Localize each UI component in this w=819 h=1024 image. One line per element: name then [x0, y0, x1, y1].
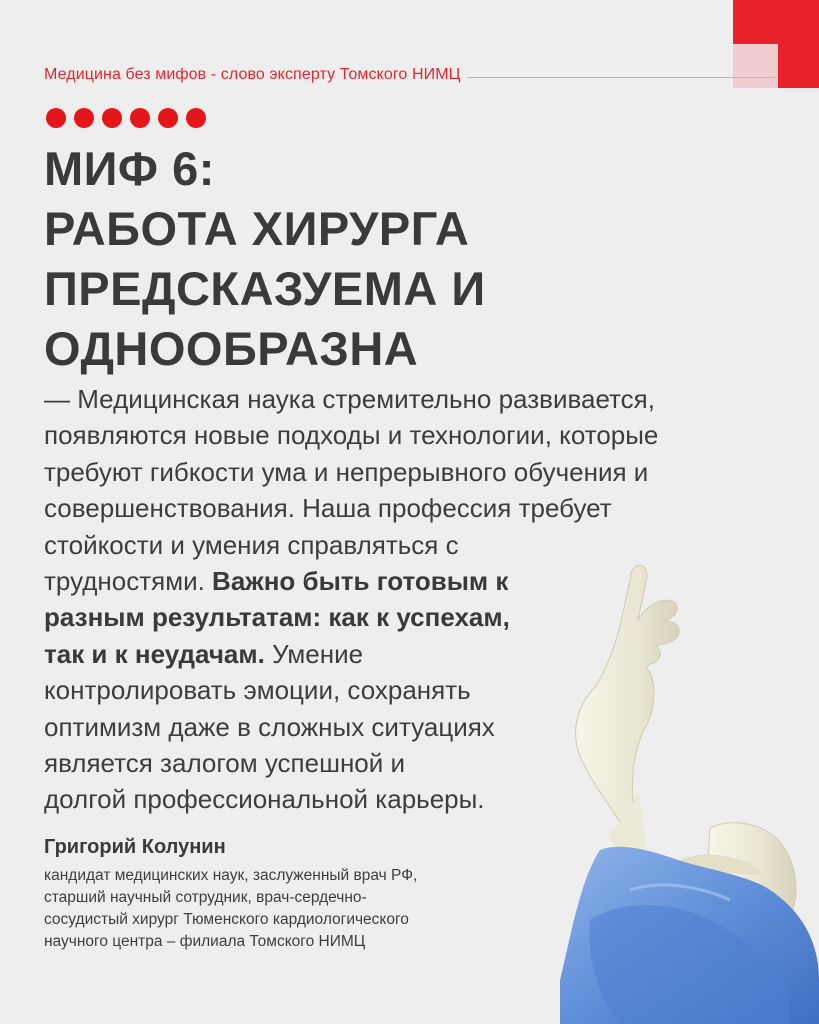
title-line: ОДНООБРАЗНА	[44, 322, 419, 375]
dots-decoration	[46, 108, 206, 128]
quote-line: является залогом успешной и	[44, 748, 406, 779]
credential-line: старший научный сотрудник, врач-сердечно-	[44, 889, 367, 906]
dot-icon	[158, 108, 178, 128]
quote-line	[44, 636, 764, 672]
quote-line: оптимизм даже в сложных ситуациях	[44, 711, 495, 742]
quote-line: появляются новые подходы и технологии, которые	[44, 420, 659, 451]
quote-line: — Медицинская наука стремительно развивается,	[44, 384, 655, 414]
dot-icon	[130, 108, 150, 128]
quote-text-plain: Умение	[264, 638, 364, 669]
quote-text-plain: трудностями.	[44, 566, 213, 597]
corner-decoration	[733, 0, 819, 44]
dot-icon	[186, 108, 206, 128]
quote-line	[44, 599, 764, 635]
quote-line: контролировать эмоции, сохранять	[44, 675, 471, 706]
author-name: Григорий Колунин	[44, 836, 226, 858]
header-divider	[467, 77, 775, 78]
quote-text	[44, 381, 764, 818]
header-text: Медицина без мифов - слово эксперту Томского НИМЦ	[44, 66, 461, 83]
credential-line: сосудистый хирург Тюменского кардиологического	[44, 911, 409, 928]
quote-text-bold: так и к неудачам.	[44, 638, 265, 669]
quote-line: долгой профессиональной карьеры.	[44, 784, 485, 815]
credential-line: кандидат медицинских наук, заслуженный врач РФ,	[44, 867, 418, 884]
dot-icon	[74, 108, 94, 128]
title-line: МИФ 6:	[44, 142, 215, 195]
quote-line: совершенствования. Наша профессия требует	[44, 493, 612, 524]
title-line: РАБОТА ХИРУРГА	[44, 202, 470, 255]
credential-line: научного центра – филиала Томского НИМЦ	[44, 933, 366, 950]
title-line: ПРЕДСКАЗУЕМА И	[44, 262, 486, 315]
quote-line: стойкости и умения справляться с	[44, 529, 459, 560]
quote-text-bold: Важно быть готовым к	[212, 566, 509, 597]
dot-icon	[46, 108, 66, 128]
corner-decoration	[778, 44, 819, 88]
quote-line: требуют гибкости ума и непрерывного обучения и	[44, 456, 649, 487]
quote-line	[44, 563, 764, 599]
quote-text-bold: разным результатам: как к успехам,	[44, 602, 510, 633]
header	[44, 66, 775, 84]
dot-icon	[102, 108, 122, 128]
page-title	[44, 139, 604, 379]
author-credentials	[44, 865, 564, 953]
